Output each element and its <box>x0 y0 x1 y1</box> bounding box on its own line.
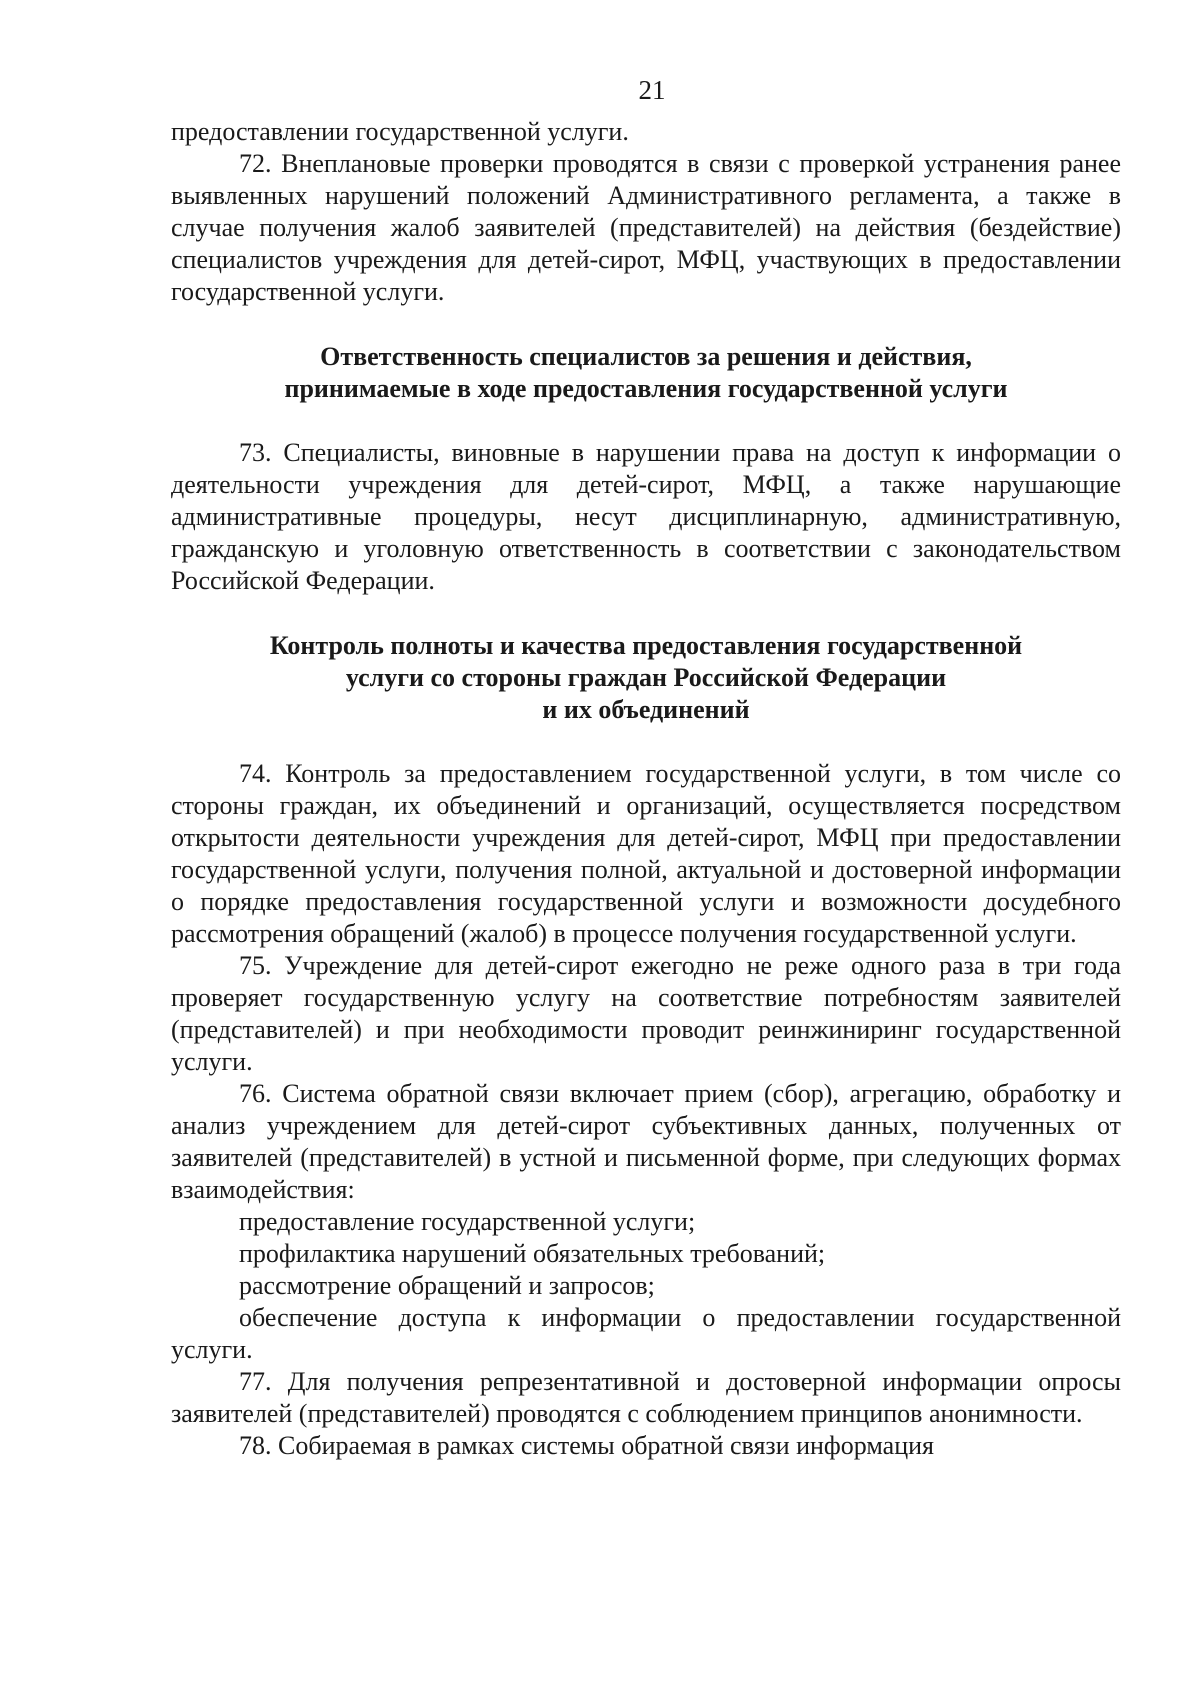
section-heading-control-line1: Контроль полноты и качества предоставления государственной <box>269 631 1023 660</box>
section-heading-control-line2: услуги со стороны граждан Российской Федерации <box>345 663 947 692</box>
paragraph-72: 72. Внеплановые проверки проводятся в связи с проверкой устранения ранее выявленных нарушений положений Административного регламента, а также в случае получения жалоб заявителей (представителей) на действия (бездействие) специалистов учреждения для детей-сирот, МФЦ, участвующих в предоставлении государственной услуги. <box>171 149 1121 306</box>
list-item: профилактика нарушений обязательных требований; <box>239 1239 826 1268</box>
section-heading-responsibility-line1: Ответственность специалистов за решения и действия, <box>320 342 972 371</box>
paragraph-73: 73. Специалисты, виновные в нарушении права на доступ к информации о деятельности учреждения для детей-сирот, МФЦ, а также нарушающие административные процедуры, несут дисциплинарную, административную, гражданскую и уголовную ответственность в соответствии с законодательством Российской Федерации. <box>171 438 1121 595</box>
page-number: 21 <box>638 75 666 105</box>
paragraph-74: 74. Контроль за предоставлением государственной услуги, в том числе со стороны граждан, их объединений и организаций, осуществляется посредством открытости деятельности учреждения для детей-сирот, МФЦ при предоставлении государственной услуги, получения полной, актуальной и достоверной информации о порядке предоставления государственной услуги и возможности досудебного рассмотрения обращений (жалоб) в процессе получения государственной услуги. <box>171 759 1121 948</box>
paragraph-78: 78. Собираемая в рамках системы обратной связи информация <box>239 1431 934 1460</box>
paragraph-76: 76. Система обратной связи включает прием (сбор), агрегацию, обработку и анализ учреждением для детей-сирот субъективных данных, полученных от заявителей (представителей) в устной и письменной форме, при следующих формах взаимодействия: <box>171 1079 1121 1204</box>
section-heading-control-line3: и их объединений <box>542 695 750 724</box>
list-item: рассмотрение обращений и запросов; <box>239 1271 655 1300</box>
list-item: предоставление государственной услуги; <box>239 1207 696 1236</box>
section-heading-responsibility-line2: принимаемые в ходе предоставления государственной услуги <box>284 374 1008 403</box>
paragraph-75: 75. Учреждение для детей-сирот ежегодно не реже одного раза в три года проверяет государственную услугу на соответствие потребностям заявителей (представителей) и при необходимости проводит реинжиниринг государственной услуги. <box>171 951 1121 1076</box>
paragraph-77: 77. Для получения репрезентативной и достоверной информации опросы заявителей (представителей) проводятся с соблюдением принципов анонимности. <box>171 1367 1121 1428</box>
list-item: обеспечение доступа к информации о предоставлении государственной услуги. <box>171 1303 1121 1364</box>
paragraph-continuation: предоставлении государственной услуги. <box>171 117 629 146</box>
document-page <box>171 68 1121 1462</box>
